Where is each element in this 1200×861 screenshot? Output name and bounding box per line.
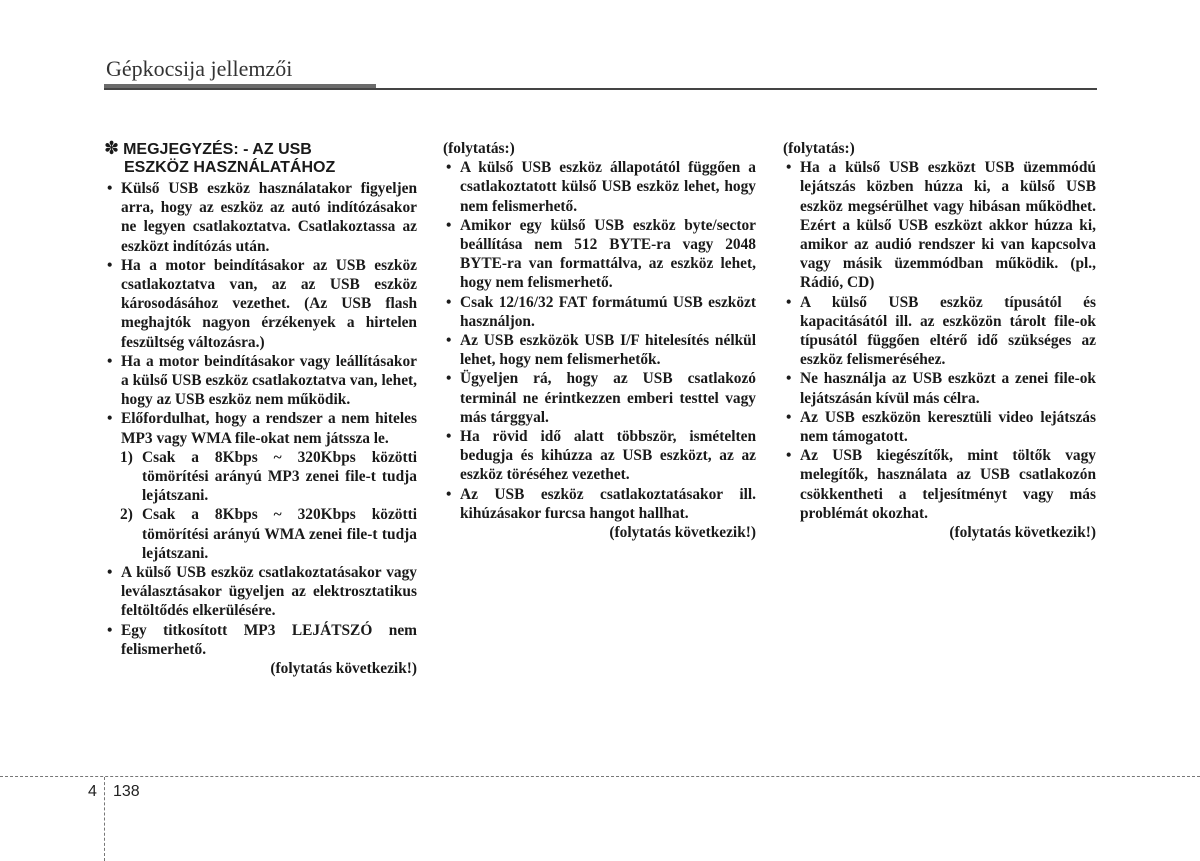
list-item: • Ha a külső USB eszközt USB üzemmódú lejátszás közben húzza ki, a külső USB eszköz megsérülhet vagy hibásan működhet. Ezért a külső USB eszközt akkor húzza ki, amikor az audió rendszer ki van kapcsolva vagy másik üzemmódban működik. (pl., Rádió, CD): [783, 158, 1096, 292]
bullet-list: [104, 563, 417, 659]
note-title-line2: ESZKÖZ HASZNÁLATÁHOZ: [124, 159, 336, 176]
numbered-item: [104, 505, 417, 563]
column-2: [443, 139, 756, 542]
list-item: • Ne használja az USB eszközt a zenei file-ok lejátszásán kívül más célra.: [783, 369, 1096, 407]
list-item: • Az USB eszközök USB I/F hitelesítés nélkül lehet, hogy nem felismerhetők.: [443, 331, 756, 369]
continuation-label: (folytatás:): [783, 140, 855, 157]
list-item: • Külső USB eszköz használatakor figyeljen arra, hogy az eszköz az autó indítózásakor ne legyen csatlakoztatva. Csatlakoztassa az eszközt indítózás után.: [104, 179, 417, 256]
list-item: • Ha a motor beindításakor vagy leállításakor a külső USB eszköz csatlakoztatva van, lehet, hogy az USB eszköz nem működik.: [104, 352, 417, 410]
list-item: • A külső USB eszköz csatlakoztatásakor vagy leválasztásakor ügyeljen az elektrosztatikus feltöltődés elkerülésére.: [104, 563, 417, 621]
page-number: 138: [113, 783, 140, 800]
list-item: • A külső USB eszköz állapotától függően a csatlakoztatott külső USB eszköz lehet, hogy nem felismerhető.: [443, 158, 756, 216]
list-item: • Előfordulhat, hogy a rendszer a nem hiteles MP3 vagy WMA file-okat nem játssza le.: [104, 409, 417, 447]
page-header-title: Gépkocsija jellemzői: [106, 56, 293, 81]
bullet-list: [783, 158, 1096, 523]
star-icon: ✽: [104, 138, 120, 158]
header-rule: [104, 88, 1097, 90]
list-item: • Az USB kiegészítők, mint töltők vagy melegítők, használata az USB csatlakozón csökkentheti a teljesítményt vagy más problémát okozhat.: [783, 446, 1096, 523]
section-number: 4: [88, 783, 97, 800]
item-text: Csak a 8Kbps ~ 320Kbps közötti tömörítési arányú MP3 zenei file-t tudja lejátszani.: [142, 448, 417, 505]
column-3: [783, 139, 1096, 542]
numbered-list: [104, 448, 417, 563]
column-1: [104, 139, 417, 678]
list-item: • Csak 12/16/32 FAT formátumú USB eszközt használjon.: [443, 293, 756, 331]
list-item: • Ha rövid idő alatt többször, ismételten bedugja és kihúzza az USB eszközt, az az eszköz töréséhez vezethet.: [443, 427, 756, 485]
list-item: • Ha a motor beindításakor az USB eszköz csatlakoztatva van, az az USB eszköz károsodásához vezethet. (Az USB flash meghajtók nagyon érzékenyek a hirtelen feszültség változásra.): [104, 256, 417, 352]
list-item: • Az USB eszköz csatlakoztatásakor ill. kihúzásakor furcsa hangot hallhat.: [443, 485, 756, 523]
list-item: • Az USB eszközön keresztüli video lejátszás nem támogatott.: [783, 408, 1096, 446]
item-text: Csak a 8Kbps ~ 320Kbps közötti tömörítési arányú WMA zenei file-t tudja lejátszani.: [142, 506, 417, 562]
list-item: • Egy titkosított MP3 LEJÁTSZÓ nem felismerhető.: [104, 621, 417, 659]
continued-note: (folytatás következik!): [949, 524, 1096, 542]
bullet-list: [443, 158, 756, 523]
list-item: • Ügyeljen rá, hogy az USB csatlakozó terminál ne érintkezzen emberi testtel vagy más tárggyal.: [443, 369, 756, 427]
list-item: • Amikor egy külső USB eszköz byte/sector beállítása nem 512 BYTE-ra vagy 2048 BYTE-ra van formattálva, az eszköz lehet, hogy nem felismerhető.: [443, 216, 756, 293]
continued-note: (folytatás következik!): [609, 524, 756, 542]
footer-vertical-divider: [104, 777, 105, 861]
continued-note: (folytatás következik!): [270, 660, 417, 678]
list-item: • A külső USB eszköz típusától és kapacitásától ill. az eszközön tárolt file-ok típusától függően eltérő idő szükséges az eszköz felismeréséhez.: [783, 293, 1096, 370]
item-number: 2): [120, 506, 133, 524]
note-title-line1: MEGJEGYZÉS: - AZ USB: [123, 141, 312, 158]
note-heading: [104, 139, 417, 177]
continuation-label: (folytatás:): [443, 140, 515, 157]
numbered-item: [104, 448, 417, 506]
bullet-list: [104, 179, 417, 448]
footer-divider: [0, 776, 1200, 777]
item-number: 1): [120, 448, 133, 466]
